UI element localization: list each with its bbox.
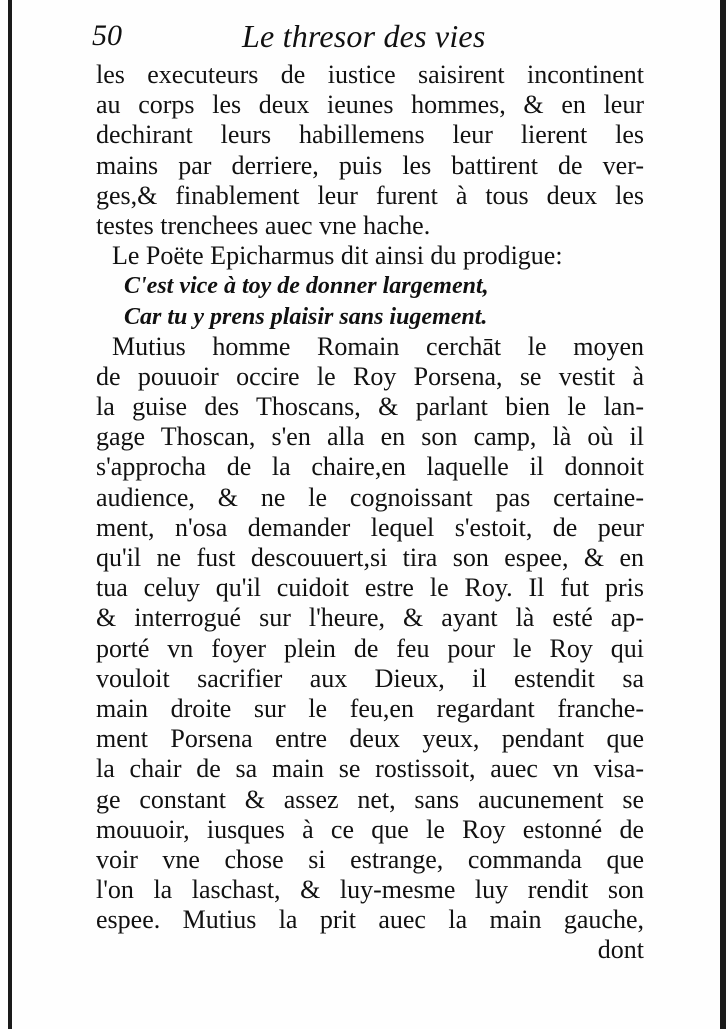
catchword: dont	[597, 935, 644, 965]
text-line: les executeurs de iustice saisirent incontinent	[96, 60, 644, 89]
page-number: 50	[92, 19, 122, 52]
text-line: de pouuoir occire le Roy Porsena, se vestit à	[96, 361, 644, 391]
page-header	[92, 14, 652, 58]
text-line: qu'il ne fust descouuert,si tira son espee, & en	[96, 543, 644, 572]
running-title: Le thresor des vies	[242, 18, 486, 54]
text-line: Mutius homme Romain cerchāt le moyen	[112, 331, 644, 361]
text-line: voir vne chose si estrange, commanda que	[96, 844, 644, 874]
text-line: mains par derriere, puis les battirent de ver-	[96, 150, 644, 180]
text-line: ges,& finablement leur furent à tous deux les	[96, 180, 644, 210]
text-line: s'approcha de la chaire,en laquelle il donnoit	[96, 452, 644, 482]
text-line: la chair de sa main se rostissoit, auec vn visa-	[96, 754, 644, 784]
text-line: ge constant & assez net, sans aucunement se	[96, 784, 644, 814]
text-line: la guise des Thoscans, & parlant bien le lan-	[96, 392, 644, 422]
text-line: ment, n'osa demander lequel s'estoit, de peur	[96, 512, 644, 542]
text-line: gage Thoscan, s'en alla en son camp, là où il	[96, 422, 644, 452]
verse-line: C'est vice à toy de donner largement,	[124, 273, 489, 300]
text-line: vouloit sacrifier aux Dieux, il estendit sa	[96, 663, 644, 693]
text-line: Le Poëte Epicharmus dit ainsi du prodigue:	[112, 241, 563, 271]
text-line: main droite sur le feu,en regardant franche-	[96, 693, 644, 723]
text-line: mouuoir, iusques à ce que le Roy estonné de	[96, 814, 644, 844]
page-left-edge	[8, 0, 12, 1029]
body-text	[96, 60, 644, 966]
text-line: tua celuy qu'il cuidoit estre le Roy. Il fut pris	[96, 573, 644, 603]
text-line: testes trenchees auec vne hache.	[96, 210, 431, 240]
page-right-edge	[720, 0, 726, 1029]
text-line: dechirant leurs habillemens leur lierent les	[96, 120, 644, 150]
verse-line: Car tu y prens plaisir sans iugement.	[124, 303, 488, 330]
text-line: porté vn foyer plein de feu pour le Roy qui	[96, 633, 644, 663]
text-line: l'on la laschast, & luy-mesme luy rendit son	[96, 875, 644, 905]
text-line: audience, & ne le cognoissant pas certaine-	[96, 482, 644, 512]
text-line: ment Porsena entre deux yeux, pendant que	[96, 724, 644, 754]
text-line: espee. Mutius la prit auec la main gauche,	[96, 905, 644, 935]
text-line: & interrogué sur l'heure, & ayant là esté ap-	[96, 603, 644, 633]
text-line: au corps les deux ieunes hommes, & en leur	[96, 90, 644, 120]
